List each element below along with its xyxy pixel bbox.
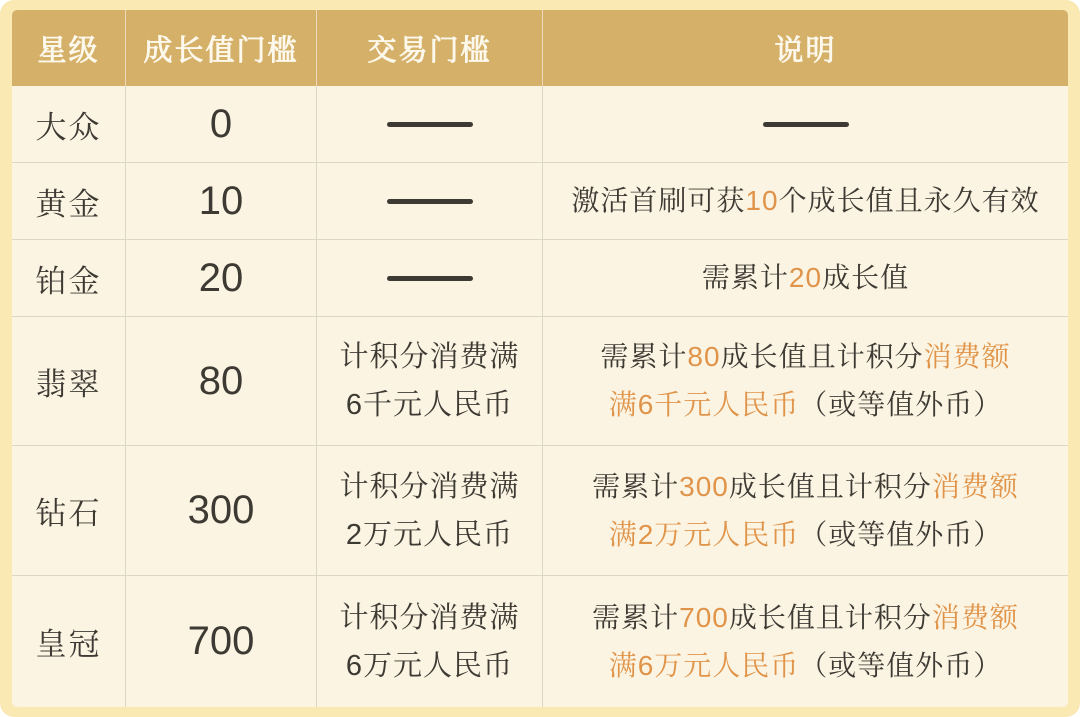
col-header-description-label: 说明 bbox=[774, 34, 837, 67]
text-line: 6万元人民币 bbox=[345, 649, 514, 682]
text-line: 计积分消费满 bbox=[339, 601, 520, 634]
highlighted-text: 消费额 bbox=[931, 470, 1019, 502]
cell-description bbox=[543, 86, 1068, 163]
cell-trade-threshold bbox=[317, 240, 543, 317]
growth-threshold-value: 10 bbox=[198, 178, 244, 223]
growth-threshold-value: 20 bbox=[198, 255, 244, 300]
text-line bbox=[571, 177, 1039, 225]
growth-threshold-value: 0 bbox=[209, 101, 233, 146]
plain-text: 成长值且计积分 bbox=[728, 470, 932, 502]
star-level-label: 翡翠 bbox=[35, 366, 102, 402]
col-header-star-level-label: 星级 bbox=[37, 34, 100, 67]
plain-text: 需累计 bbox=[592, 470, 680, 502]
text-line bbox=[609, 511, 1003, 559]
text-line: 计积分消费满 bbox=[339, 341, 520, 373]
text-line: 6千元人民币 bbox=[345, 389, 514, 421]
text-line bbox=[702, 254, 909, 302]
cell-description bbox=[543, 446, 1068, 576]
text-line bbox=[609, 642, 1003, 690]
text-line: 2万元人民币 bbox=[345, 518, 514, 551]
not-applicable-dash bbox=[387, 122, 473, 127]
not-applicable-dash bbox=[763, 122, 849, 127]
cell-star-level bbox=[12, 576, 126, 707]
star-level-label: 黄金 bbox=[35, 186, 102, 222]
plain-text: 成长值 bbox=[822, 262, 910, 293]
cell-growth-threshold bbox=[126, 163, 317, 240]
not-applicable-dash bbox=[387, 199, 473, 204]
plain-text: 个成长值且永久有效 bbox=[778, 185, 1040, 216]
highlighted-text: 80 bbox=[687, 341, 721, 372]
highlighted-text: 20 bbox=[788, 262, 823, 293]
tier-table bbox=[12, 10, 1068, 707]
cell-description bbox=[543, 576, 1068, 707]
plain-text: （或等值外币） bbox=[799, 649, 1003, 681]
highlighted-text: 满2万元人民币 bbox=[608, 518, 800, 550]
plain-text: 成长值且计积分 bbox=[720, 341, 924, 372]
highlighted-text: 消费额 bbox=[923, 341, 1011, 372]
cell-star-level bbox=[12, 446, 126, 576]
plain-text: （或等值外币） bbox=[799, 389, 1003, 420]
cell-star-level bbox=[12, 163, 126, 240]
growth-threshold-value: 700 bbox=[187, 619, 255, 663]
plain-text: 需累计 bbox=[592, 601, 680, 633]
plain-text: （或等值外币） bbox=[799, 518, 1003, 550]
growth-threshold-value: 300 bbox=[187, 488, 255, 532]
plain-text: 激活首刷可获 bbox=[571, 185, 746, 216]
cell-description bbox=[543, 240, 1068, 317]
col-header-growth-threshold-label: 成长值门槛 bbox=[143, 34, 299, 67]
text-line bbox=[592, 594, 1019, 642]
text-line bbox=[609, 381, 1003, 429]
text-line bbox=[600, 333, 1010, 381]
cell-growth-threshold bbox=[126, 446, 317, 576]
cell-growth-threshold bbox=[126, 576, 317, 707]
cell-description bbox=[543, 317, 1068, 446]
col-header-trade-threshold bbox=[317, 10, 543, 86]
highlighted-text: 满6万元人民币 bbox=[608, 649, 800, 681]
star-level-label: 皇冠 bbox=[35, 627, 102, 662]
plain-text: 成长值且计积分 bbox=[728, 601, 932, 633]
star-level-label: 铂金 bbox=[35, 263, 102, 299]
growth-threshold-value: 80 bbox=[198, 358, 244, 403]
star-level-label: 大众 bbox=[35, 109, 102, 145]
cell-description bbox=[543, 163, 1068, 240]
plain-text: 需累计 bbox=[600, 341, 688, 372]
cell-growth-threshold bbox=[126, 86, 317, 163]
cell-star-level bbox=[12, 86, 126, 163]
cell-trade-threshold bbox=[317, 317, 543, 446]
highlighted-text: 700 bbox=[679, 601, 729, 633]
star-level-label: 钻石 bbox=[35, 496, 102, 531]
cell-star-level bbox=[12, 240, 126, 317]
col-header-trade-threshold-label: 交易门槛 bbox=[367, 34, 492, 67]
col-header-growth-threshold bbox=[126, 10, 317, 86]
highlighted-text: 消费额 bbox=[931, 601, 1019, 633]
cell-trade-threshold bbox=[317, 163, 543, 240]
cell-trade-threshold bbox=[317, 446, 543, 576]
not-applicable-dash bbox=[387, 276, 473, 281]
highlighted-text: 满6千元人民币 bbox=[608, 389, 800, 420]
cell-star-level bbox=[12, 317, 126, 446]
highlighted-text: 300 bbox=[679, 470, 729, 502]
highlighted-text: 10 bbox=[745, 185, 779, 216]
cell-growth-threshold bbox=[126, 240, 317, 317]
cell-trade-threshold bbox=[317, 576, 543, 707]
col-header-star-level bbox=[12, 10, 126, 86]
plain-text: 需累计 bbox=[701, 262, 789, 293]
cell-growth-threshold bbox=[126, 317, 317, 446]
cell-trade-threshold bbox=[317, 86, 543, 163]
col-header-description bbox=[543, 10, 1068, 86]
text-line: 计积分消费满 bbox=[339, 470, 520, 503]
text-line bbox=[592, 463, 1019, 511]
